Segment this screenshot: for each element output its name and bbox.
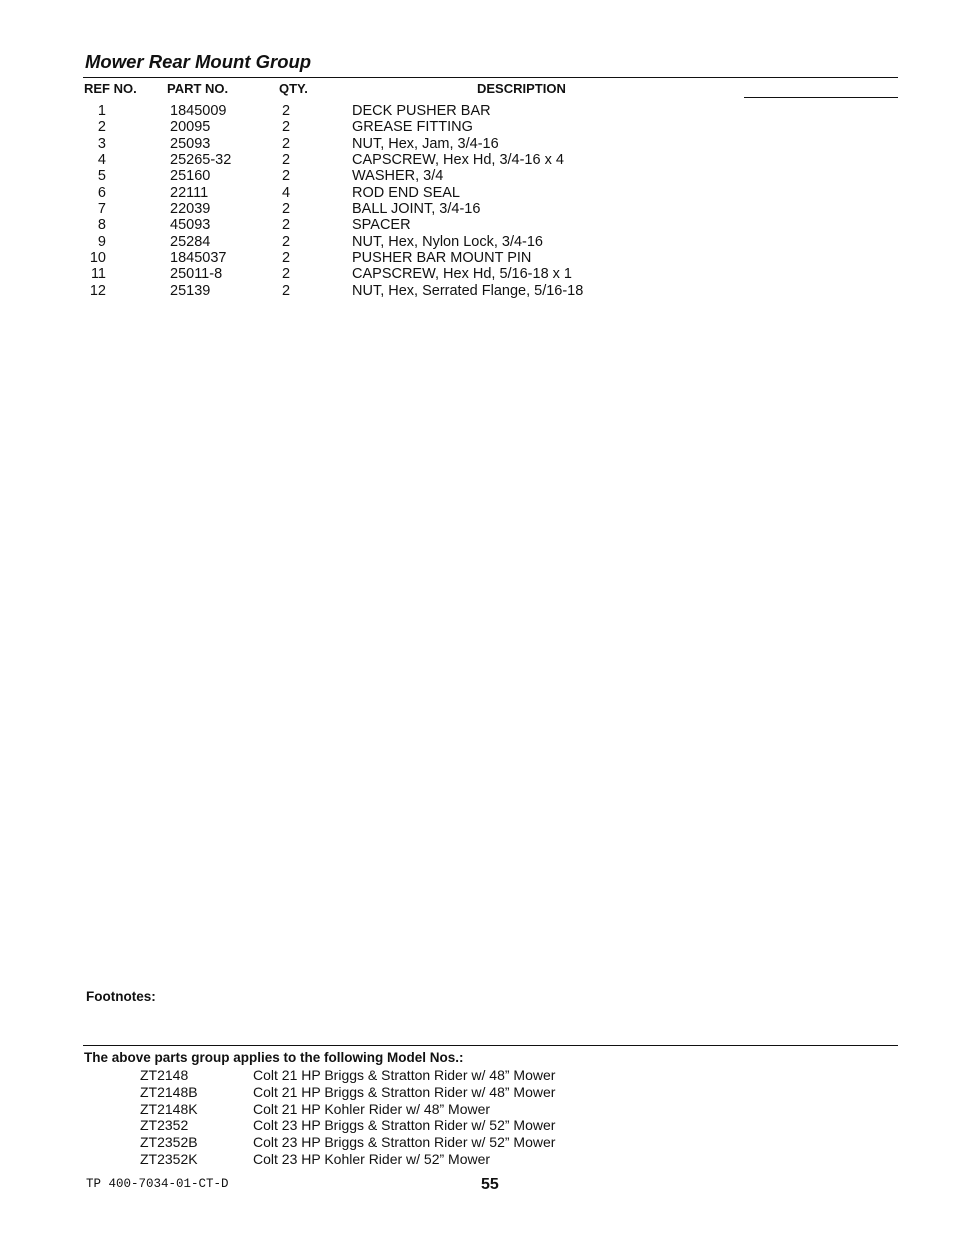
model-description: Colt 21 HP Kohler Rider w/ 48” Mower <box>253 1100 491 1117</box>
column-header-description: DESCRIPTION <box>477 81 566 96</box>
table-row <box>0 119 954 135</box>
qty-cell: 2 <box>282 135 291 152</box>
header-sub-rule <box>744 97 898 98</box>
model-number: ZT2148 <box>140 1067 189 1083</box>
page-title: Mower Rear Mount Group <box>85 51 312 72</box>
description-cell: NUT, Hex, Serrated Flange, 5/16-18 <box>352 282 584 299</box>
description-cell: SPACER <box>352 217 411 234</box>
table-row <box>0 283 954 299</box>
ref-no-cell: 4 <box>97 152 106 169</box>
ref-no-cell: 11 <box>90 266 106 283</box>
model-description: Colt 23 HP Kohler Rider w/ 52” Mower <box>253 1150 491 1167</box>
document-id: TP 400-7034-01-CT-D <box>86 1177 229 1191</box>
part-no-cell: 1845009 <box>170 103 227 119</box>
qty-cell: 2 <box>282 103 291 119</box>
description-cell: NUT, Hex, Nylon Lock, 3/4-16 <box>352 233 543 250</box>
qty-cell: 2 <box>282 233 291 250</box>
list-item <box>0 1117 954 1134</box>
ref-no-cell: 1 <box>97 103 106 119</box>
part-no-cell: 25011-8 <box>170 266 223 283</box>
model-description: Colt 23 HP Briggs & Stratton Rider w/ 52” Mower <box>253 1134 556 1151</box>
table-row <box>0 234 954 250</box>
qty-cell: 2 <box>282 217 291 234</box>
model-number: ZT2352B <box>140 1134 198 1151</box>
ref-no-cell: 3 <box>97 135 106 152</box>
models-rule <box>83 1045 898 1046</box>
part-no-cell: 22039 <box>170 201 211 218</box>
qty-cell: 2 <box>282 119 291 136</box>
model-number: ZT2148K <box>140 1100 198 1117</box>
ref-no-cell: 6 <box>97 184 106 201</box>
description-cell: CAPSCREW, Hex Hd, 5/16-18 x 1 <box>352 266 572 283</box>
table-row <box>0 201 954 217</box>
column-header-part-no: PART NO. <box>167 81 229 96</box>
model-description: Colt 21 HP Briggs & Stratton Rider w/ 48” Mower <box>253 1067 556 1083</box>
ref-no-cell: 5 <box>97 168 106 185</box>
qty-cell: 2 <box>282 168 291 185</box>
ref-no-cell: 10 <box>89 250 106 267</box>
list-item <box>0 1101 954 1118</box>
part-no-cell: 25265-32 <box>170 152 232 169</box>
description-cell: BALL JOINT, 3/4-16 <box>352 201 481 218</box>
table-row <box>0 250 954 266</box>
parts-list <box>0 103 954 299</box>
part-no-cell: 25139 <box>170 282 211 299</box>
header-rule <box>83 77 898 78</box>
description-cell: CAPSCREW, Hex Hd, 3/4-16 x 4 <box>352 152 564 169</box>
part-no-cell: 25093 <box>170 135 211 152</box>
description-cell: PUSHER BAR MOUNT PIN <box>352 250 532 267</box>
list-item <box>0 1067 954 1084</box>
qty-cell: 2 <box>282 250 291 267</box>
model-description: Colt 21 HP Briggs & Stratton Rider w/ 48” Mower <box>253 1083 556 1100</box>
table-row <box>0 152 954 168</box>
part-no-cell: 20095 <box>170 119 211 136</box>
qty-cell: 2 <box>282 152 291 169</box>
qty-cell: 2 <box>282 266 291 283</box>
list-item <box>0 1084 954 1101</box>
description-cell: WASHER, 3/4 <box>352 168 444 185</box>
part-no-cell: 25284 <box>170 233 211 250</box>
ref-no-cell: 12 <box>89 282 106 299</box>
description-cell: NUT, Hex, Jam, 3/4-16 <box>352 135 499 152</box>
table-row <box>0 185 954 201</box>
column-header-qty: QTY. <box>279 81 308 96</box>
part-no-cell: 25160 <box>170 168 211 185</box>
model-number: ZT2148B <box>140 1083 198 1100</box>
footnotes-label: Footnotes: <box>86 989 156 1004</box>
part-no-cell: 1845037 <box>170 250 227 267</box>
ref-no-cell: 9 <box>97 233 106 250</box>
description-cell: DECK PUSHER BAR <box>352 103 491 119</box>
qty-cell: 2 <box>282 201 291 218</box>
qty-cell: 2 <box>282 282 291 299</box>
qty-cell: 4 <box>282 184 291 201</box>
ref-no-cell: 8 <box>97 217 106 234</box>
part-no-cell: 45093 <box>170 217 211 234</box>
description-cell: GREASE FITTING <box>352 119 473 136</box>
model-number: ZT2352 <box>140 1117 189 1134</box>
part-no-cell: 22111 <box>170 184 209 201</box>
models-title: The above parts group applies to the following Model Nos.: <box>84 1050 464 1065</box>
table-row <box>0 217 954 233</box>
model-number: ZT2352K <box>140 1150 198 1167</box>
table-row <box>0 103 954 119</box>
model-description: Colt 23 HP Briggs & Stratton Rider w/ 52” Mower <box>253 1117 556 1134</box>
list-item <box>0 1151 954 1168</box>
ref-no-cell: 7 <box>97 201 106 218</box>
table-row <box>0 136 954 152</box>
table-row <box>0 168 954 184</box>
models-list <box>0 1067 954 1168</box>
page-number: 55 <box>481 1176 499 1193</box>
table-row <box>0 266 954 282</box>
description-cell: ROD END SEAL <box>352 184 460 201</box>
ref-no-cell: 2 <box>97 119 106 136</box>
column-header-ref-no: REF NO. <box>84 81 137 96</box>
list-item <box>0 1134 954 1151</box>
